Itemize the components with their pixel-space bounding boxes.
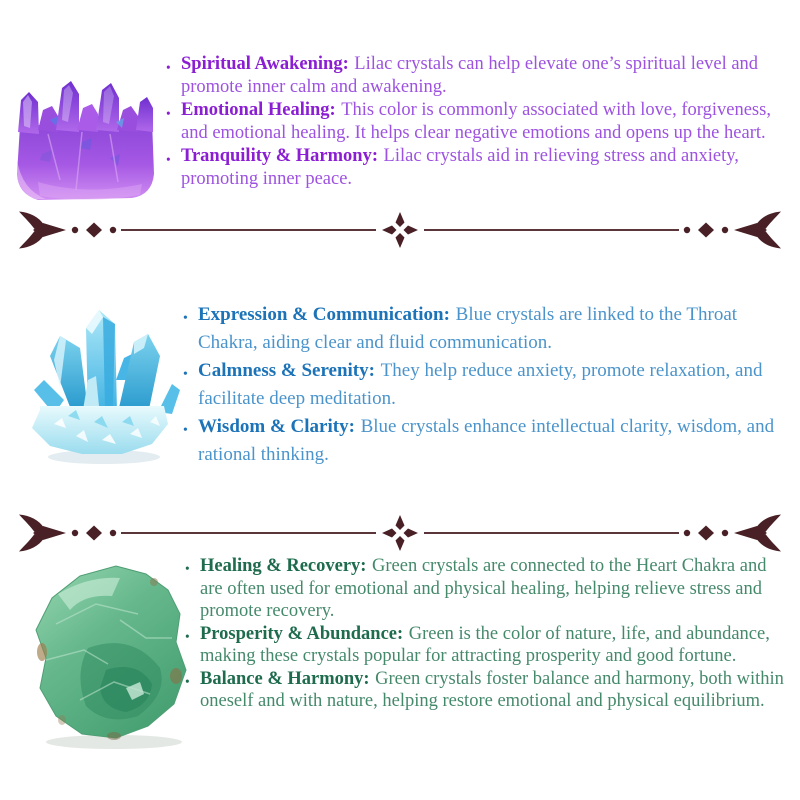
green-benefits-list [185,555,793,713]
bullet-content [200,623,793,668]
bullet-content [200,555,793,623]
bullet-content [200,668,793,713]
bullet-title: Healing & Recovery: [200,556,367,576]
bullet-marker: • [185,628,190,644]
bullet-marker: • [185,561,190,576]
bullet-text: Lilac crystals aid in relieving stress and anxiety, promoting inner peace. [181,146,739,189]
bullet-item [185,555,793,623]
bullet-title: Calmness & Serenity: [198,360,375,381]
green-stone-image [22,560,204,752]
bullet-marker: • [166,60,171,75]
bullet-marker: • [166,106,171,121]
bullet-marker: • [166,152,171,167]
bullet-item [185,668,793,713]
bullet-text: They help reduce anxiety, promote relaxation, and facilitate deep meditation. [198,360,763,409]
bullet-text: This color is commonly associated with love, forgiveness, and emotional healing. It helps clear negative emotions and opens up the heart. [181,100,771,143]
bullet-title: Wisdom & Clarity: [198,416,355,437]
bullet-text: Blue crystals enhance intellectual clarity, wisdom, and rational thinking. [198,416,775,465]
bullet-title: Prosperity & Abundance: [200,623,404,644]
bullet-text: Lilac crystals can help elevate one’s spiritual level and promote inner calm and awakening. [181,54,759,97]
bullet-marker: • [183,310,188,325]
bullet-title: Balance & Harmony: [200,668,370,689]
bullet-marker: • [185,673,190,689]
bullet-item [185,623,793,668]
bullet-marker: • [183,422,188,437]
bullet-title: Expression & Communication: [198,304,450,325]
bullet-text: Green crystals are connected to the Heart Chakra and are often used for emotional and physical healing, helping relieve stress and promote recovery. [200,556,767,621]
bullet-title: Emotional Healing: [181,100,336,120]
bullet-text: Green is the color of nature, life, and abundance, making these crystals popular for attracting prosperity and good fortune. [200,623,770,666]
bullet-title: Tranquility & Harmony: [181,146,378,166]
bullet-text: Blue crystals are linked to the Throat Chakra, aiding clear and fluid communication. [198,304,738,353]
bullet-title: Spiritual Awakening: [181,54,349,74]
bullet-text: Green crystals foster balance and harmony, both within oneself and with nature, helping restore emotional and physical equilibrium. [200,668,784,711]
bullet-marker: • [183,366,188,381]
